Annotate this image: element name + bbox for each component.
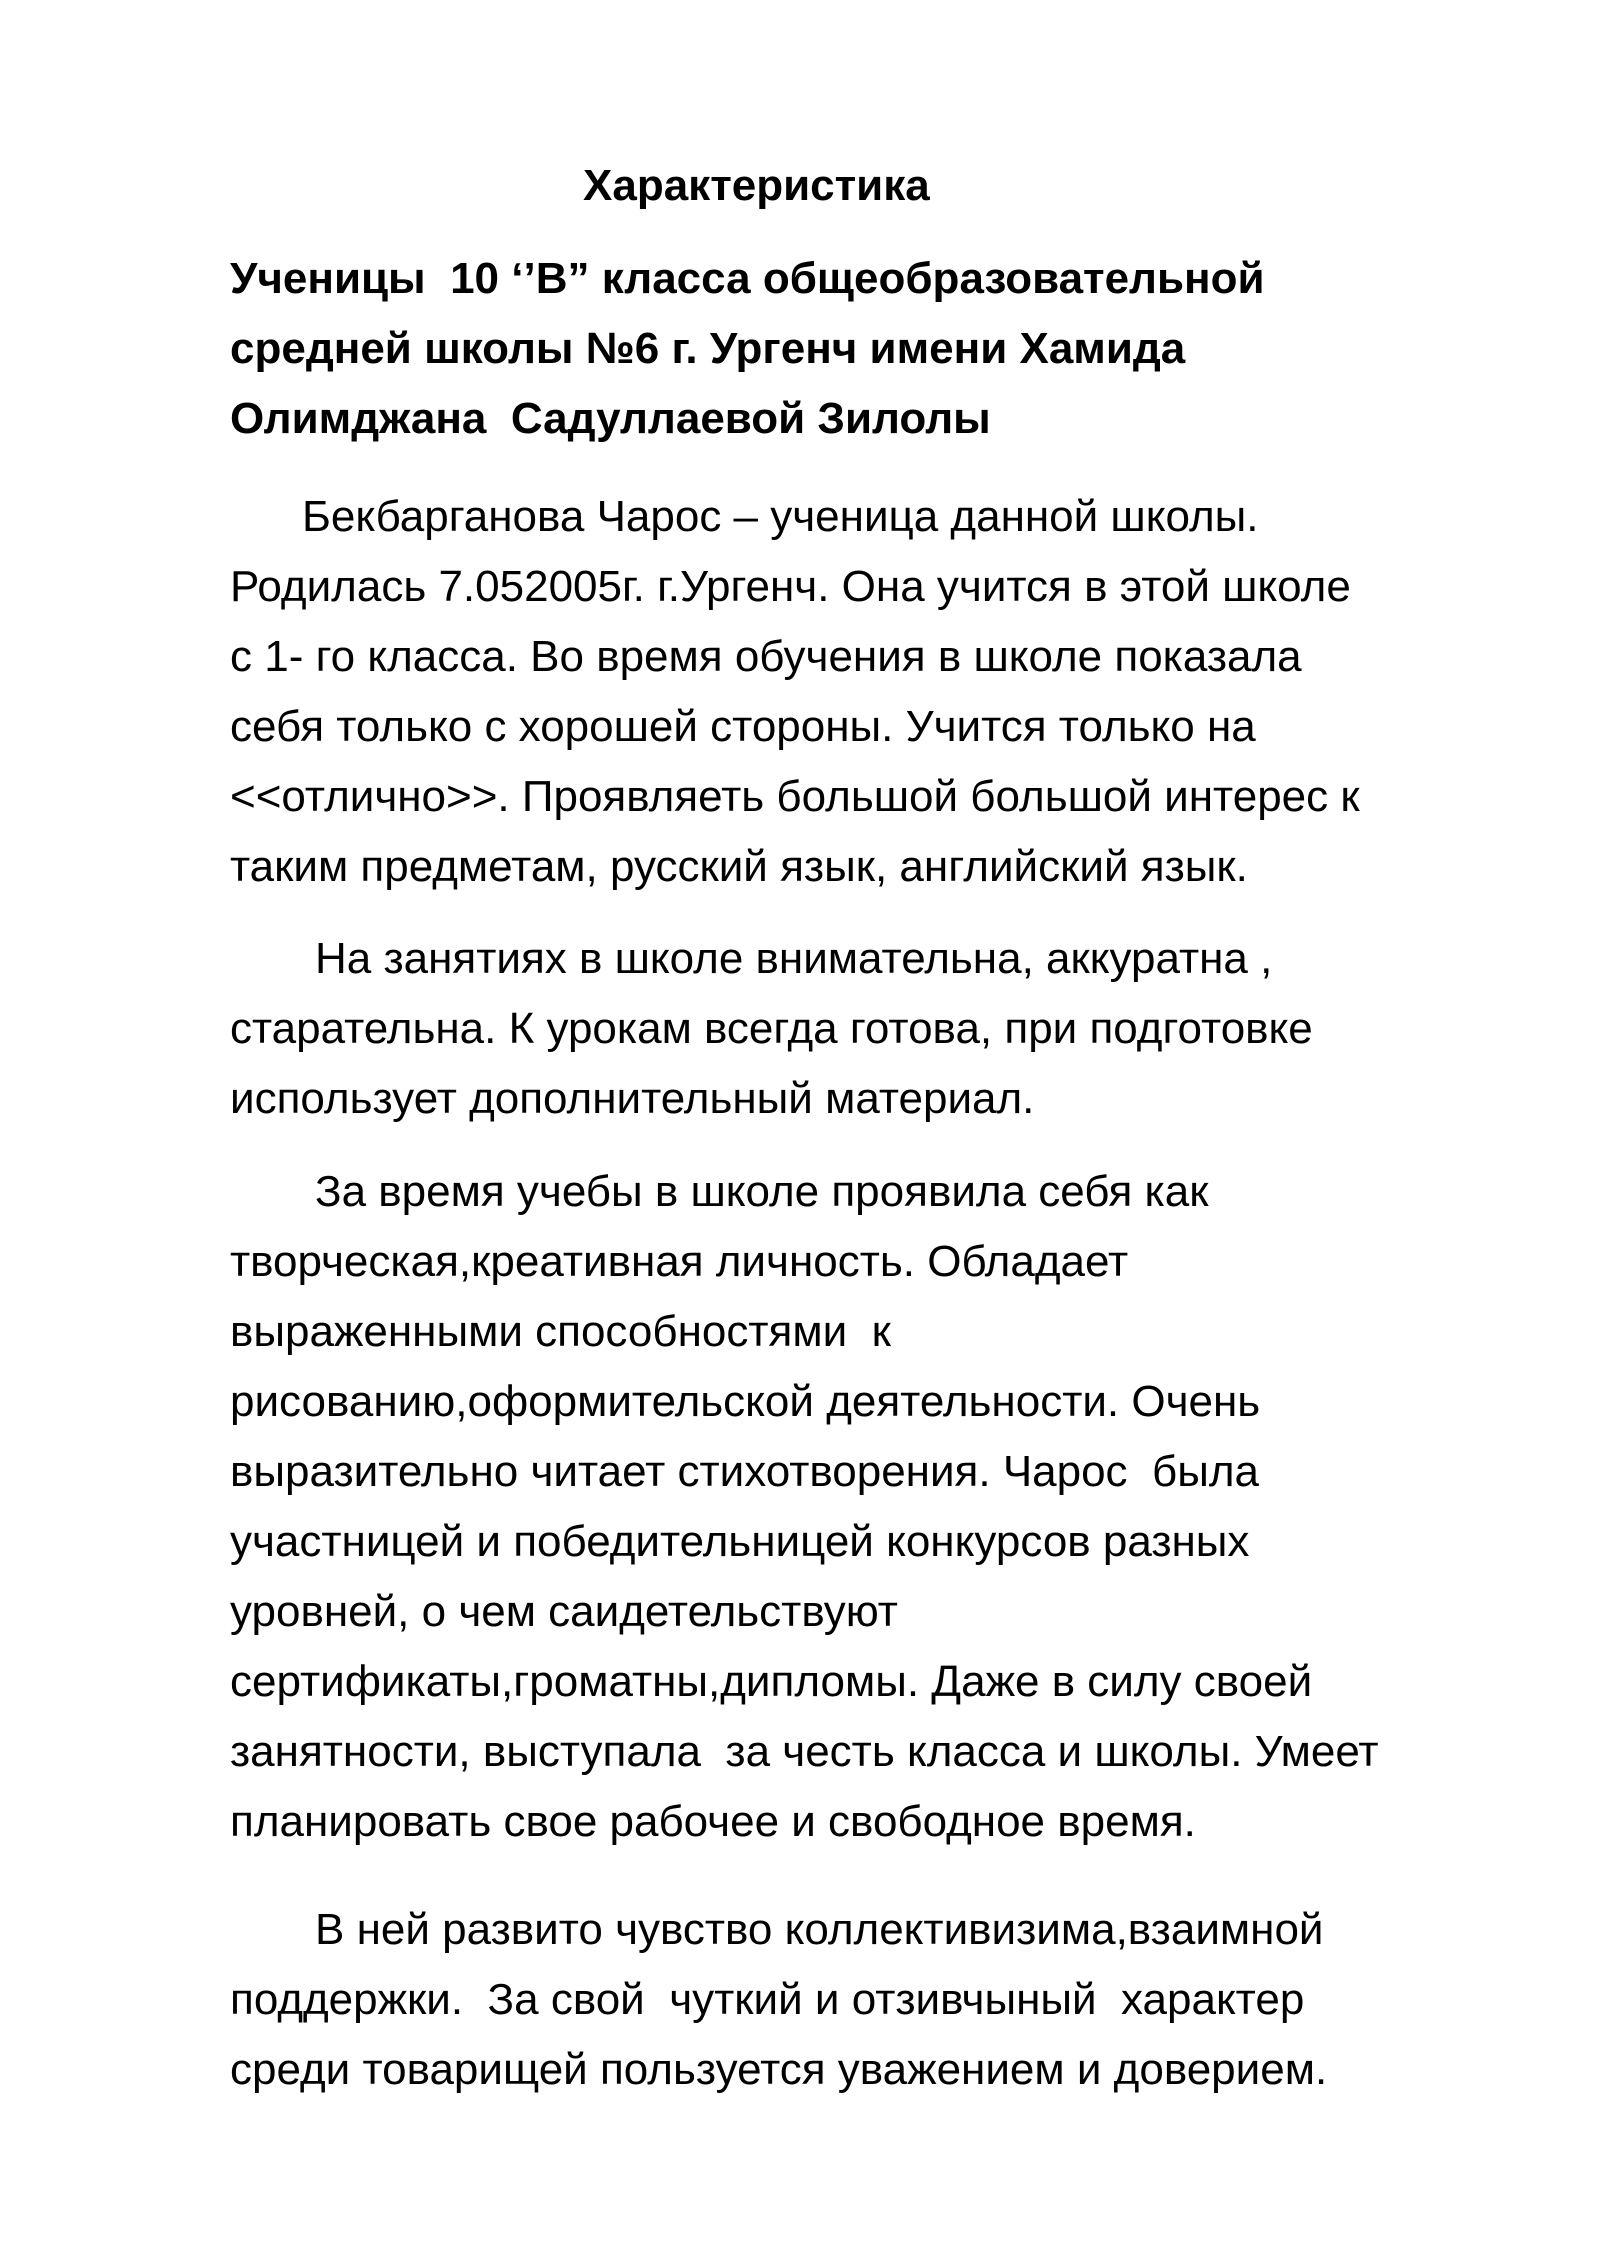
subtitle-line: Ученицы 10 ‘’В” класса общеобразовательной xyxy=(230,254,1265,303)
paragraph-intro xyxy=(230,482,1560,902)
subtitle-line: Олимджана Садуллаевой Зилолы xyxy=(230,394,991,443)
paragraph-line: На занятиях в школе внимательна, аккуратна , xyxy=(315,934,1273,983)
paragraph-line: участницей и победительницей конкурсов разных xyxy=(230,1517,1250,1566)
paragraph-line: уровней, о чем саидетельствуют xyxy=(230,1587,898,1636)
paragraph-line: Бекбарганова Чарос – ученица данной школы. xyxy=(302,492,1259,541)
paragraph-line: творческая,креативная личность. Обладает xyxy=(230,1237,1129,1286)
paragraph-collective xyxy=(230,1895,1560,2105)
paragraph-line: занятности, выступала за честь класса и школы. Умеет xyxy=(230,1727,1379,1776)
paragraph-line: поддержки. За свой чуткий и отзивчыный характер xyxy=(230,1975,1305,2024)
paragraph-line: с 1- го класса. Во время обучения в школе показала xyxy=(230,632,1302,681)
paragraph-line: себя только с хорошей стороны. Учится только на xyxy=(230,702,1256,751)
paragraph-line: сертификаты,громатны,дипломы. Даже в силу своей xyxy=(230,1657,1313,1706)
document-title: Характеристика xyxy=(583,161,930,210)
paragraph-line: В ней развито чувство коллективизима,взаимной xyxy=(315,1905,1324,1954)
paragraph-line: выразительно читает стихотворения. Чарос была xyxy=(230,1447,1259,1496)
paragraph-line: рисованию,оформительской деятельности. Очень xyxy=(230,1377,1261,1426)
paragraph-line: За время учебы в школе проявила себя как xyxy=(315,1167,1209,1216)
paragraph-line: использует дополнительный материал. xyxy=(230,1074,1035,1123)
document-subtitle xyxy=(230,244,1530,454)
paragraph-line: планировать свое рабочее и свободное время. xyxy=(230,1797,1196,1846)
paragraph-line: старательна. К урокам всегда готова, при подготовке xyxy=(230,1004,1313,1053)
paragraph-creativity xyxy=(230,1157,1560,1857)
paragraph-line: среди товарищей пользуется уважением и доверием. xyxy=(230,2045,1328,2094)
paragraph-line: <<отлично>>. Проявляеть большой большой интерес к xyxy=(230,772,1360,821)
paragraph-lessons xyxy=(230,924,1560,1134)
paragraph-line: Родилась 7.052005г. г.Ургенч. Она учится в этой школе xyxy=(230,562,1351,611)
paragraph-line: выраженными способностями к xyxy=(230,1307,891,1356)
paragraph-line: таким предметам, русский язык, английский язык. xyxy=(230,842,1248,891)
subtitle-line: средней школы №6 г. Ургенч имени Хамида xyxy=(230,324,1186,373)
